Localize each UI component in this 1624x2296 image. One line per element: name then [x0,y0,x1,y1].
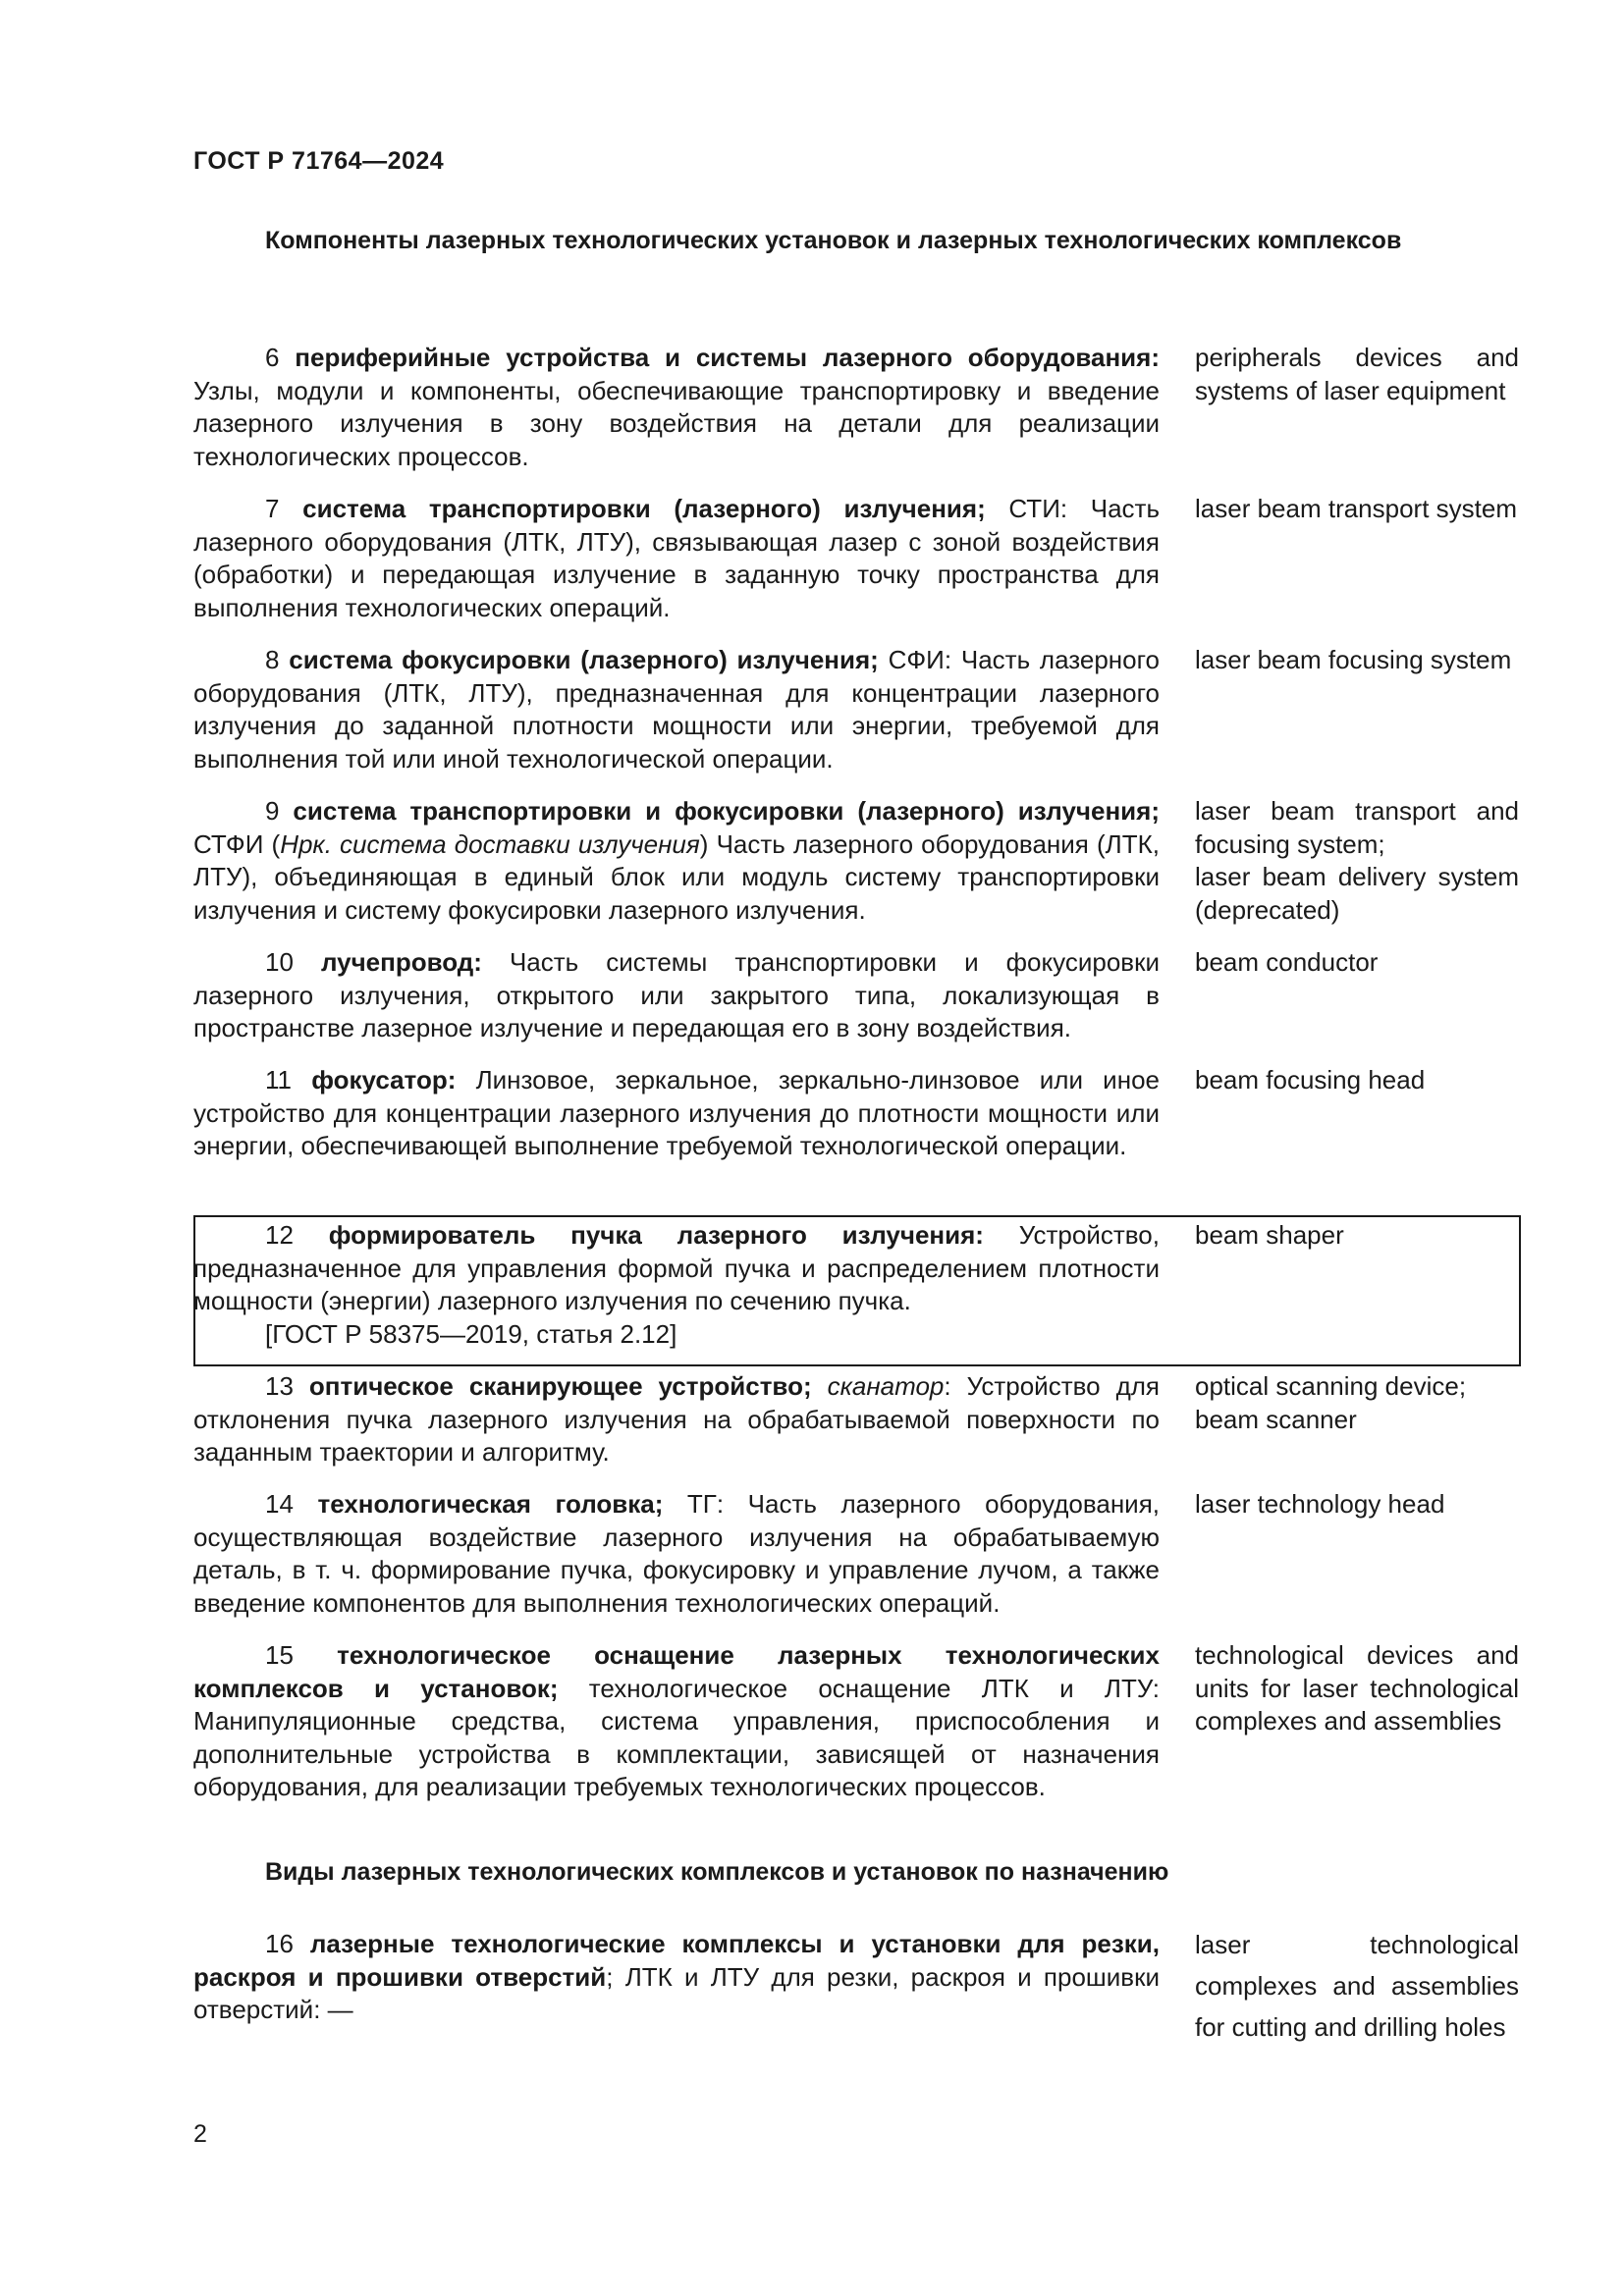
term-definition-ru [193,946,1160,1045]
term-english-equivalent: laser beam transport system [1195,494,1518,523]
term-name: лазерные технологические комплексы и установки для резки, раскроя и прошивки отверстий [193,1929,1160,1992]
term-english-equivalent: technological devices and units for laser technological complexes and assemblies [1195,1640,1519,1735]
term-definition-ru [193,342,1160,473]
term-number: 10 [265,947,294,977]
page-number: 2 [193,2120,207,2148]
term-definition-ru [193,1488,1160,1620]
section-heading-components [193,224,1519,257]
term-english-equivalent: laser technology head [1195,1489,1445,1519]
term-definition: : Устройство для отклонения пучка лазерного излучения на обрабатываемой поверхности по заданным траектории и алгоритму. [193,1371,1160,1467]
english-term-primary: laser beam transport and focusing system; [1195,796,1519,859]
term-definition: Часть системы транспортировки и фокусировки лазерного излучения, открытого или закрытого типа, локализующая в пространстве лазерное излучение и передающая его в зону воздействия. [193,947,1160,1042]
term-number: 16 [265,1929,294,1958]
term-definition: СТИ: Часть лазерного оборудования (ЛТК, ЛТУ), связывающая лазер с зоной воздействия (обработки) и передающая излучение в заданную точку пространства для выполнения технологических операций. [193,494,1160,622]
term-english-equivalent: laser technological complexes and assemblies for cutting and drilling holes [1195,1930,1519,2042]
term-definition: СФИ: Часть лазерного оборудования (ЛТК, ЛТУ), предназначенная для концентрации лазерного излучения до заданной плотности мощности или энергии, требуемой для выполнения той или иной технологической операции. [193,645,1160,774]
term-number: 13 [265,1371,294,1401]
term-number: 11 [265,1065,292,1095]
term-definition-ru [193,1064,1160,1163]
term-name: технологическое оснащение лазерных технологических комплексов и установок; [193,1640,1160,1703]
english-term-synonym: beam scanner [1195,1404,1357,1434]
term-name: лучепровод: [320,947,482,977]
term-name: фокусатор: [311,1065,457,1095]
term-name: технологическая головка; [317,1489,664,1519]
english-term-primary: optical scanning device; [1195,1371,1467,1401]
term-name: система транспортировки (лазерного) излучения; [302,494,986,523]
term-english-equivalent [1195,795,1519,927]
term-name: система транспортировки и фокусировки (лазерного) излучения; [293,796,1160,826]
term-english-equivalent: laser beam focusing system [1195,645,1512,674]
section-heading-text: Виды лазерных технологических комплексов и установок по назначению [265,1858,1169,1886]
section-heading-types [193,1855,1519,1889]
term-definition-post: ) Часть лазерного оборудования (ЛТК, ЛТУ), объединяющая в единый блок или модуль систему транспортировки излучения и систему фокусировки лазерного излучения. [193,828,1160,925]
term-definition-ru [193,795,1160,927]
term-english-equivalent: beam shaper [1195,1220,1344,1250]
term-definition: технологическое оснащение ЛТК и ЛТУ: Манипуляционные средства, система управления, приспособления и дополнительные устройства в комплектации, зависящей от назначения оборудования, для реализации требуемых технологических процессов. [193,1673,1160,1801]
term-english-equivalent [1195,1370,1519,1436]
term-definition: ; ЛТК и ЛТУ для резки, раскроя и прошивки отверстий: — [193,1961,1160,2024]
term-number: 15 [265,1640,294,1670]
deprecated-term: Нрк. система доставки излучения [280,828,700,859]
term-definition: Устройство, предназначенное для управления формой пучка и распределением плотности мощности (энергии) лазерного излучения по сечению пучка. [193,1220,1160,1315]
term-definition-ru [193,1639,1160,1804]
term-definition-pre: СТФИ ( [193,828,281,859]
term-number: 9 [265,796,280,826]
term-definition: Узлы, модули и компоненты, обеспечивающие транспортировку и введение лазерного излучения в зону воздействия на детали для реализации технологических процессов. [193,375,1160,471]
term-number: 14 [265,1489,294,1519]
term-definition: ТГ: Часть лазерного оборудования, осуществляющая воздействие лазерного излучения на обрабатываемую деталь, в т. ч. формирование пучка, фокусировку и управление лучом, а также введение компонентов для выполнения технологических операций. [193,1489,1161,1618]
term-definition: Линзовое, зеркальное, зеркально-линзовое или иное устройство для концентрации лазерного излучения до плотности мощности или энергии, обеспечивающей выполнение требуемой технологической операции. [193,1065,1160,1160]
term-definition-ru [193,493,1160,624]
term-number: 6 [265,343,280,372]
term-english-equivalent: peripherals devices and systems of laser equipment [1195,343,1519,405]
document-code: ГОСТ Р 71764—2024 [193,147,445,175]
term-definition-ru [193,1928,1160,2027]
term-definition-ru [193,644,1160,775]
term-definition-ru [193,1219,1160,1351]
term-number: 8 [265,645,280,674]
term-english-equivalent: beam focusing head [1195,1065,1426,1095]
term-number: 12 [265,1220,294,1250]
english-term-deprecated: laser beam delivery system (deprecated) [1195,862,1519,925]
source-reference: [ГОСТ Р 58375—2019, статья 2.12] [265,1318,677,1349]
term-name: формирователь пучка лазерного излучения: [328,1220,984,1250]
term-number: 7 [265,494,280,523]
term-name: периферийные устройства и системы лазерного оборудования: [295,343,1160,372]
section-heading-text: Компоненты лазерных технологических установок и лазерных технологических комплексов [265,227,1402,254]
term-definition-ru [193,1370,1160,1469]
term-synonym: сканатор [827,1371,945,1401]
term-name: система фокусировки (лазерного) излучения; [289,645,879,674]
term-name: оптическое сканирующее устройство; [308,1371,812,1401]
term-english-equivalent: beam conductor [1195,947,1379,977]
